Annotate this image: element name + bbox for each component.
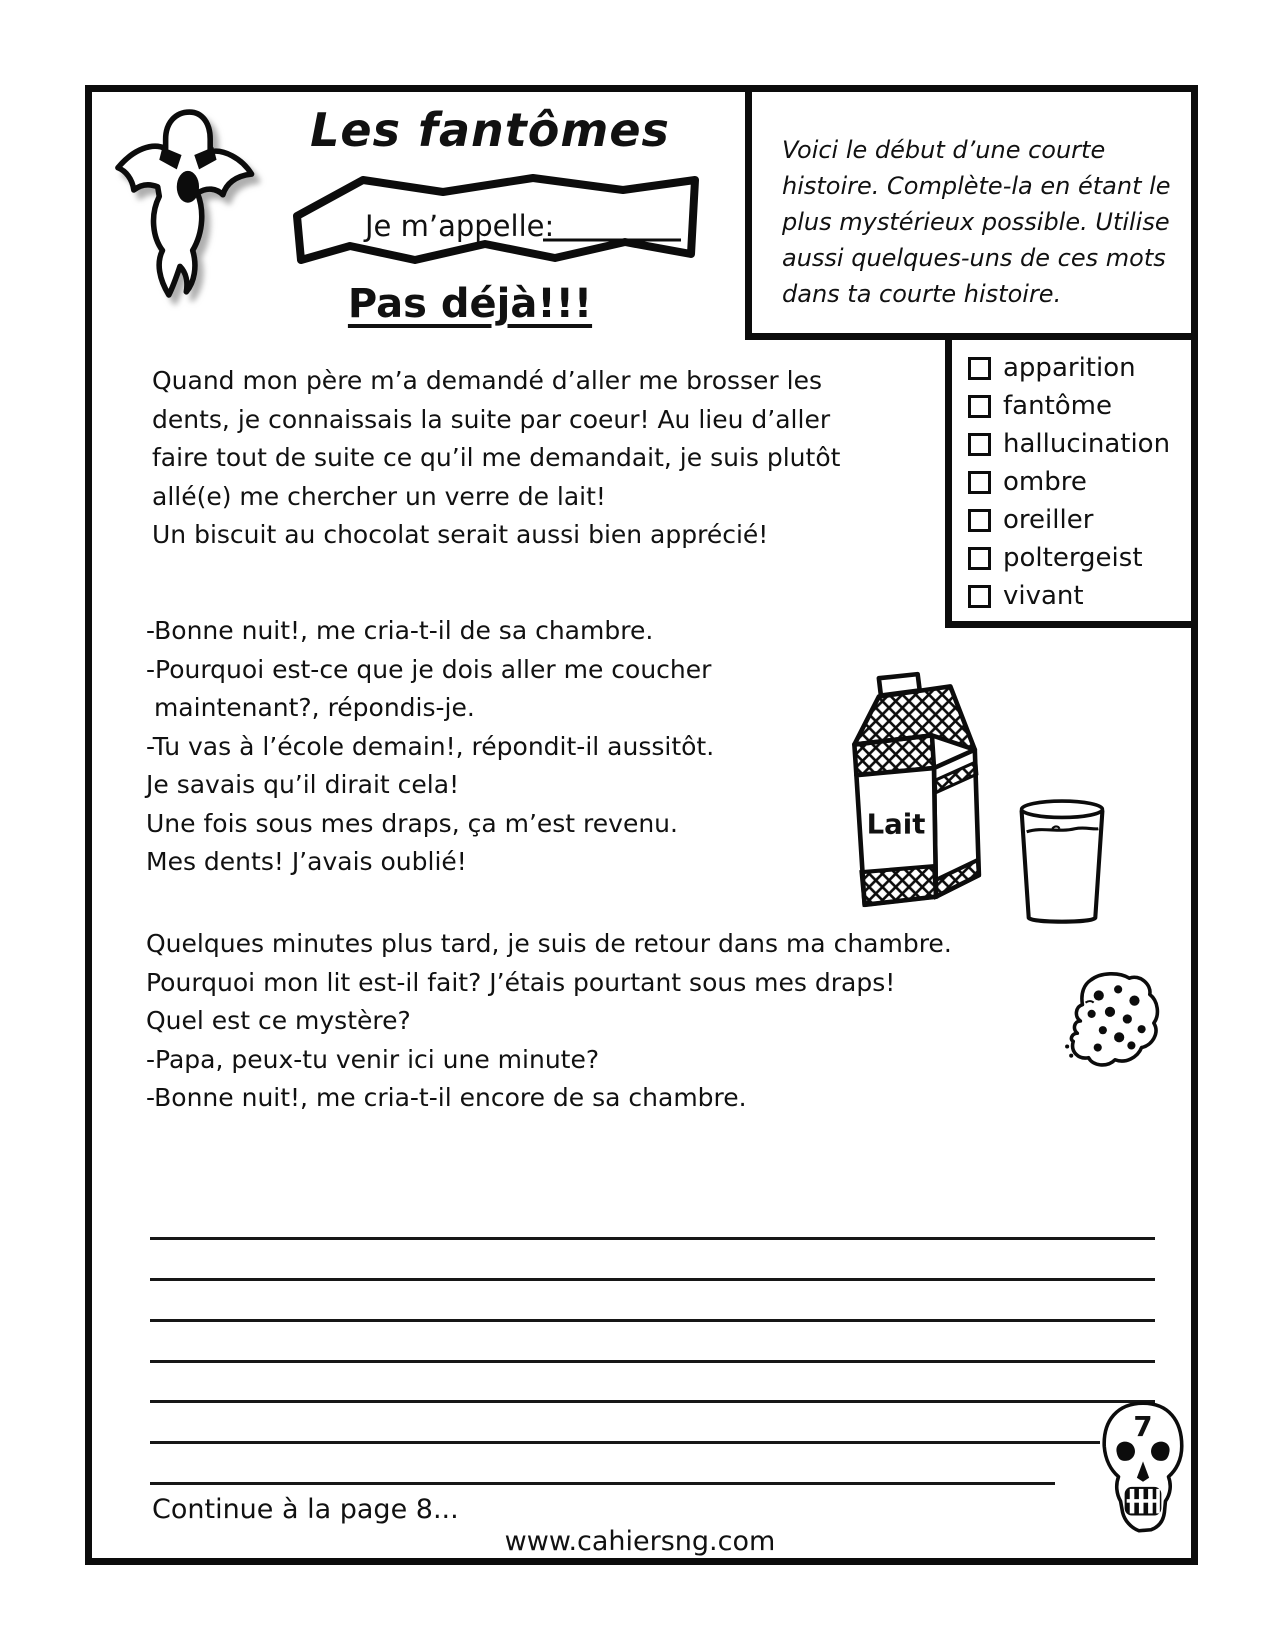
- story-paragraph-2: [146, 612, 714, 882]
- word-checklist-item: [968, 501, 1191, 539]
- checkbox[interactable]: [968, 433, 991, 456]
- cookie-illustration: [1060, 970, 1162, 1072]
- continue-note: Continue à la page 8...: [152, 1494, 459, 1525]
- story-line: -Bonne nuit!, me cria-t-il encore de sa chambre.: [146, 1083, 747, 1112]
- story-line: -Papa, peux-tu venir ici une minute?: [146, 1044, 600, 1074]
- writing-line[interactable]: [150, 1319, 1155, 1322]
- skull-right-eye: [1151, 1442, 1170, 1461]
- story-paragraph-1: [152, 362, 840, 555]
- checkbox[interactable]: [968, 509, 991, 532]
- checkbox[interactable]: [968, 395, 991, 418]
- story-line: -Bonne nuit!, me cria-t-il de sa chambre.: [146, 616, 654, 645]
- name-banner: [293, 166, 713, 270]
- website-text: www.cahiersng.com: [504, 1526, 776, 1557]
- page-number: 7: [1133, 1410, 1153, 1443]
- word-label: hallucination: [1003, 429, 1171, 459]
- instruction-line: plus mystérieux possible. Utilise: [782, 208, 1170, 236]
- word-label: oreiller: [1003, 505, 1094, 535]
- milk-carton-illustration: [835, 668, 985, 913]
- story-line: -Tu vas à l’école demain!, répondit-il aussitôt.: [146, 731, 715, 761]
- story-paragraph-3: [146, 925, 952, 1118]
- word-label: apparition: [1003, 353, 1136, 383]
- word-checklist-item: [968, 349, 1191, 387]
- story-line: maintenant?, répondis-je.: [146, 693, 475, 722]
- word-label: vivant: [1003, 581, 1084, 611]
- name-label: Je m’appelle:: [365, 209, 555, 243]
- word-checklist-item: [968, 539, 1191, 577]
- writing-line[interactable]: [150, 1237, 1155, 1240]
- story-line: Mes dents! J’avais oublié!: [146, 847, 467, 876]
- word-checklist-item: [968, 387, 1191, 425]
- story-line: faire tout de suite ce qu’il me demandait, je suis plutôt: [152, 443, 841, 472]
- story-line: Quel est ce mystère?: [146, 1006, 411, 1035]
- word-checklist-item: [968, 425, 1191, 463]
- skull-illustration: [1092, 1388, 1194, 1546]
- story-line: Une fois sous mes draps, ça m’est revenu.: [146, 808, 678, 838]
- checkbox[interactable]: [968, 585, 991, 608]
- instruction-line: histoire. Complète-la en étant le: [782, 172, 1171, 200]
- story-line: -Pourquoi est-ce que je dois aller me coucher: [146, 654, 712, 684]
- story-line: allé(e) me chercher un verre de lait!: [152, 481, 606, 511]
- instruction-line: Voici le début d’une courte: [782, 136, 1106, 164]
- word-checklist-item: [968, 463, 1191, 501]
- instruction-line: aussi quelques-uns de ces mots: [782, 244, 1166, 272]
- writing-line[interactable]: [150, 1360, 1155, 1363]
- ghost-mouth: [177, 171, 199, 203]
- checkbox[interactable]: [968, 547, 991, 570]
- checkbox[interactable]: [968, 357, 991, 380]
- instruction-line: dans ta courte histoire.: [782, 280, 1062, 308]
- instruction-box: [745, 85, 1198, 340]
- writing-line[interactable]: [150, 1400, 1155, 1403]
- story-line: Je savais qu’il dirait cela!: [146, 770, 460, 799]
- word-label: ombre: [1003, 467, 1087, 497]
- story-line: dents, je connaissais la suite par coeur! Au lieu d’aller: [152, 404, 831, 434]
- milk-carton-label: Lait: [866, 808, 926, 841]
- milk-glass-illustration: [1013, 798, 1111, 926]
- story-line: Pourquoi mon lit est-il fait? J’étais pourtant sous mes draps!: [146, 967, 896, 997]
- word-label: poltergeist: [1003, 543, 1143, 573]
- story-line: Quand mon père m’a demandé d’aller me brosser les: [152, 366, 822, 395]
- story-line: Quelques minutes plus tard, je suis de retour dans ma chambre.: [146, 929, 952, 958]
- word-checklist-item: [968, 577, 1191, 615]
- page-title: Les fantômes: [310, 103, 670, 157]
- checkbox[interactable]: [968, 471, 991, 494]
- word-checklist: [945, 333, 1198, 628]
- writing-line[interactable]: [150, 1482, 1055, 1485]
- story-line: Un biscuit au chocolat serait aussi bien apprécié!: [152, 520, 769, 549]
- word-label: fantôme: [1003, 391, 1112, 421]
- writing-line[interactable]: [150, 1278, 1155, 1281]
- skull-left-eye: [1116, 1442, 1135, 1461]
- writing-line[interactable]: [150, 1441, 1100, 1444]
- story-subtitle: Pas déjà!!!: [347, 281, 593, 327]
- ghost-illustration: [102, 100, 277, 315]
